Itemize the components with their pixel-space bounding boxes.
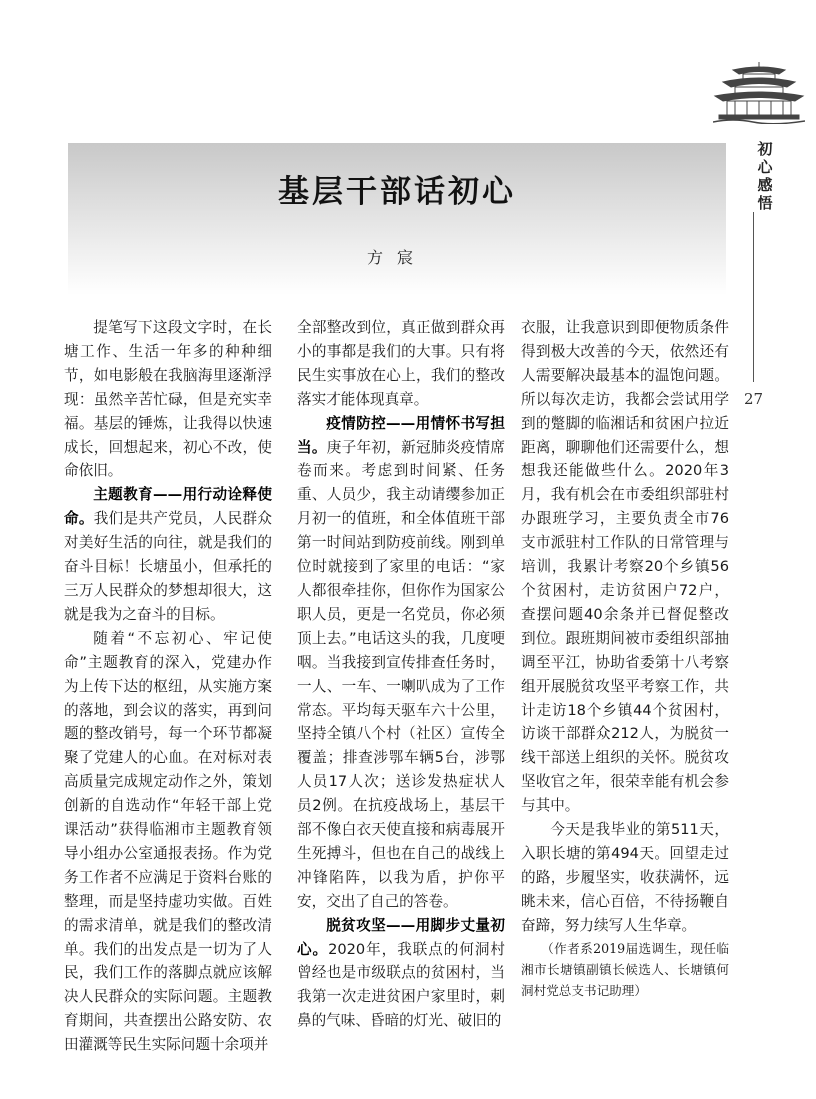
paragraph: 随着“不忘初心、牢记使命”主题教育的深入，党建办作为上传下达的枢纽，从实施方案的落地，到会议的落实，再到问题的整改销号，每一个环节都凝聚了党建人的心血。在对标对表高质量完成规定动作之外，策划创新的自选动作“年轻干部上党课活动”获得临湘市主题教育领导小组办公室通报表扬。作为党务工作者不应满足于资料台账的整理，而是坚持虚功实做。百姓的需求清单，就是我们的整改清单。我们的出发点是一切为了人民，我们工作的落脚点就应该解决人民群众的实际问题。主题教育期间，共查摆出公路安防、农田灌溉等民生实际问题十余项并 <box>64 629 272 1054</box>
pavilion-logo <box>713 62 805 124</box>
section-divider-line <box>753 212 754 382</box>
text-column-2 <box>297 316 505 1033</box>
page-number: 27 <box>744 390 764 408</box>
section-label-char: 悟 <box>757 194 773 212</box>
section-label-char: 初 <box>757 140 773 158</box>
author-note: （作者系2019届选调生，现任临湘市长塘镇副镇长候选人、长塘镇何洞村党总支书记助理） <box>521 940 729 998</box>
section-label-char: 感 <box>757 176 773 194</box>
section-label <box>752 140 778 212</box>
paragraph: 今天是我毕业的第511天，入职长塘的第494天。回望走过的路，步履坚实，收获满怀，远眺未来，信心百倍，不待扬鞭自奋蹄，努力续写人生华章。 <box>521 821 729 934</box>
section-heading: 脱贫攻坚——用脚步丈量初心。 <box>297 916 505 958</box>
section-label-char: 心 <box>757 158 773 176</box>
paragraph <box>297 412 505 914</box>
paragraph <box>64 483 272 626</box>
paragraph-text: 庚子年初，新冠肺炎疫情席卷而来。考虑到时间紧、任务重、人员少，我主动请缨参加正月初一的值班，和全体值班干部第一时间站到防疫前线。刚到单位时就接到了家里的电话：“家人都很牵挂你，但你作为国家公职人员，更是一名党员，你必须顶上去。”电话这头的我，几度哽咽。当我接到宣传排查任务时，一人、一车、一喇叭成为了工作常态。平均每天驱车六十公里，坚持全镇八个村（社区）宣传全覆盖；排查涉鄂车辆5台，涉鄂人员17人次；送诊发热症状人员2例。在抗疫战场上，基层干部不像白衣天使直接和病毒展开生死搏斗，但也在自己的战线上冲锋陷阵，以我为盾，护你平安，交出了自己的答卷。 <box>297 438 505 910</box>
article-author: 方宸 <box>366 248 427 267</box>
article-title: 基层干部话初心 <box>278 174 516 210</box>
paragraph <box>297 914 505 1034</box>
section-heading: 主题教育——用行动诠释使命。 <box>64 486 272 528</box>
paragraph: 提笔写下这段文字时，在长塘工作、生活一年多的种种细节，如电影般在我脑海里逐渐浮现：虽然辛苦忙碌，但是充实幸福。基层的锤炼，让我得以快速成长，回想起来，初心不改，使命依旧。 <box>64 319 272 480</box>
text-column-1 <box>64 316 272 1057</box>
section-heading: 疫情防控——用情怀书写担当。 <box>297 414 505 456</box>
paragraph-text: 我们是共产党员，人民群众对美好生活的向往，就是我们的奋斗目标！长塘虽小，但承托的三万人民群众的梦想却很大，这就是我为之奋斗的目标。 <box>64 510 272 623</box>
paragraph-text: 2020年，我联点的何洞村曾经也是市级联点的贫困村，当我第一次走进贫困户家里时，刺鼻的气味、昏暗的灯光、破旧的 <box>297 940 505 1030</box>
paragraph: 衣服，让我意识到即便物质条件得到极大改善的今天，依然还有人需要解决最基本的温饱问题。所以每次走访，我都会尝试用学到的蹩脚的临湘话和贫困户拉近距离，聊聊他们还需要什么，想想我还能做些什么。2020年3月，我有机会在市委组织部驻村办跟班学习，主要负责全市76支市派驻村工作队的日常管理与培训，我累计考察20个乡镇56个贫困村，走访贫困户72户，查摆问题40余条并已督促整改到位。跟班期间被市委组织部抽调至平江，协助省委第十八考察组开展脱贫攻坚平考察工作，共计走访18个乡镇44个贫困村，访谈干部群众212人，为脱贫一线干部送上组织的关怀。脱贫攻坚收官之年，很荣幸能有机会参与其中。 <box>521 319 729 815</box>
text-column-3 <box>521 316 729 1001</box>
paragraph: 全部整改到位，真正做到群众再小的事都是我们的大事。只有将民生实事放在心上，我们的整改落实才能体现真章。 <box>297 319 505 408</box>
